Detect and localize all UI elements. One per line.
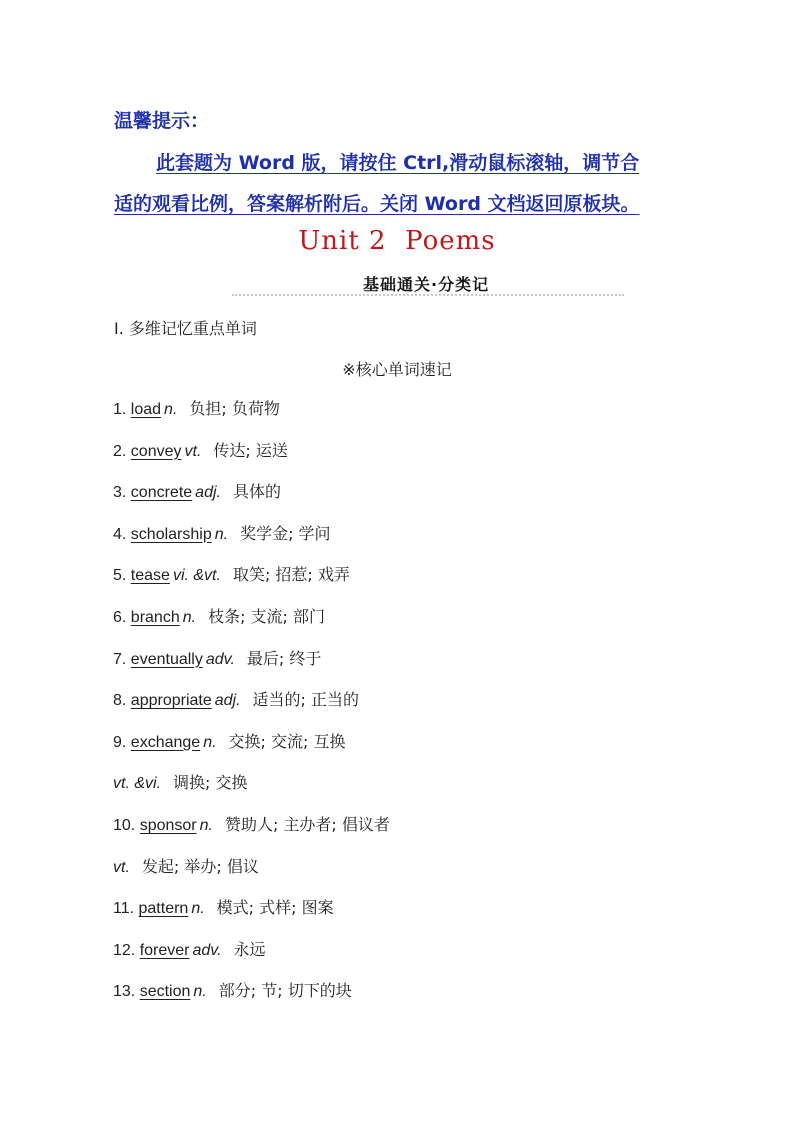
vocab-entry bbox=[113, 730, 733, 772]
vocab-entry bbox=[113, 647, 733, 689]
vocab-entry bbox=[113, 522, 733, 564]
unit-title: Unit 2 Poems bbox=[298, 226, 496, 256]
entry-word: appropriate bbox=[130, 692, 212, 710]
entry-word: concrete bbox=[130, 484, 193, 502]
notice-title: 温馨提示： bbox=[114, 110, 210, 132]
entry-word: section bbox=[139, 983, 191, 1001]
vocab-entry bbox=[113, 439, 733, 481]
entry-meaning: 取笑; 招惹; 戏弄 bbox=[232, 565, 350, 585]
dotted-divider bbox=[232, 294, 624, 296]
entry-part-of-speech: vt. bbox=[113, 858, 130, 876]
entry-word: branch bbox=[130, 608, 180, 626]
entry-word: exchange bbox=[130, 733, 201, 751]
entry-part-of-speech: vi. &vt. bbox=[172, 567, 221, 585]
entry-word: eventually bbox=[130, 650, 203, 668]
entry-number: 13. bbox=[113, 983, 140, 1001]
vocab-entry bbox=[113, 688, 733, 730]
entry-part-of-speech: adv. bbox=[205, 650, 235, 668]
entry-number: 3. bbox=[113, 484, 131, 502]
entry-part-of-speech: n. bbox=[164, 401, 178, 418]
entry-part-of-speech: n. bbox=[214, 525, 229, 543]
entry-part-of-speech: n. bbox=[193, 983, 207, 1001]
entry-meaning: 枝条; 支流; 部门 bbox=[208, 606, 326, 626]
vocab-entry bbox=[113, 813, 733, 855]
entry-meaning: 传达; 运送 bbox=[213, 440, 288, 460]
entry-number: 5. bbox=[113, 567, 131, 585]
entry-part-of-speech: n. bbox=[199, 816, 213, 834]
entry-number: 4. bbox=[113, 525, 131, 543]
sub-title: ※核心单词速记 bbox=[342, 360, 452, 379]
entry-part-of-speech: adv. bbox=[192, 941, 222, 959]
entry-word: pattern bbox=[138, 900, 189, 918]
vocab-entry bbox=[113, 480, 733, 522]
vocab-entry bbox=[113, 605, 733, 647]
entry-meaning: 适当的; 正当的 bbox=[252, 690, 360, 710]
section-heading: 基础通关·分类记 bbox=[363, 275, 490, 294]
entry-part-of-speech: n. bbox=[191, 900, 205, 918]
entry-number: 11. bbox=[113, 900, 139, 918]
entry-number: 12. bbox=[113, 941, 140, 959]
entry-meaning: 永远 bbox=[233, 939, 266, 959]
entry-meaning: 部分; 节; 切下的块 bbox=[218, 981, 352, 1001]
vocab-entry bbox=[113, 938, 733, 980]
entry-meaning: 赞助人; 主办者; 倡议者 bbox=[224, 814, 390, 834]
vocab-entry bbox=[113, 563, 733, 605]
entry-number: 10. bbox=[113, 816, 140, 834]
entry-number: 1. bbox=[113, 401, 131, 418]
entry-part-of-speech: adj. bbox=[214, 692, 241, 710]
entry-part-of-speech: vt. bbox=[184, 442, 202, 460]
entry-meaning: 具体的 bbox=[232, 482, 281, 502]
vocab-entry-continuation bbox=[113, 855, 733, 897]
entry-part-of-speech: adj. bbox=[195, 484, 221, 502]
vocabulary-list bbox=[113, 397, 733, 1021]
entry-word: scholarship bbox=[130, 525, 212, 543]
entry-number: 7. bbox=[113, 650, 131, 668]
notice-line-1: 此套题为 Word 版，请按住 Ctrl,滑动鼠标滚轴，调节合 bbox=[156, 152, 640, 174]
vocab-entry bbox=[113, 397, 733, 439]
entry-meaning: 负担; 负荷物 bbox=[189, 399, 280, 418]
entry-word: sponsor bbox=[139, 816, 197, 834]
entry-number: 2. bbox=[113, 442, 131, 460]
entry-word: load bbox=[130, 401, 162, 418]
entry-meaning: 调换; 交换 bbox=[173, 773, 248, 793]
notice-line-2: 适的观看比例，答案解析附后。关闭 Word 文档返回原板块。 bbox=[114, 193, 640, 215]
entry-word: tease bbox=[130, 567, 170, 585]
entry-meaning: 交换; 交流; 互换 bbox=[228, 731, 346, 751]
entry-part-of-speech: n. bbox=[203, 733, 217, 751]
entry-part-of-speech: vt. &vi. bbox=[113, 775, 162, 793]
entry-number: 8. bbox=[113, 692, 131, 710]
entry-word: convey bbox=[130, 442, 182, 460]
entry-meaning: 奖学金; 学问 bbox=[240, 523, 331, 543]
part-title: Ⅰ. 多维记忆重点单词 bbox=[114, 319, 257, 338]
entry-meaning: 发起; 举办; 倡议 bbox=[141, 856, 259, 876]
entry-number: 6. bbox=[113, 608, 131, 626]
entry-meaning: 模式; 式样; 图案 bbox=[216, 898, 334, 918]
entry-number: 9. bbox=[113, 733, 131, 751]
entry-part-of-speech: n. bbox=[182, 608, 197, 626]
vocab-entry bbox=[113, 979, 733, 1021]
vocab-entry-continuation bbox=[113, 771, 733, 813]
vocab-entry bbox=[113, 896, 733, 938]
entry-word: forever bbox=[139, 941, 190, 959]
entry-meaning: 最后; 终于 bbox=[246, 648, 322, 668]
